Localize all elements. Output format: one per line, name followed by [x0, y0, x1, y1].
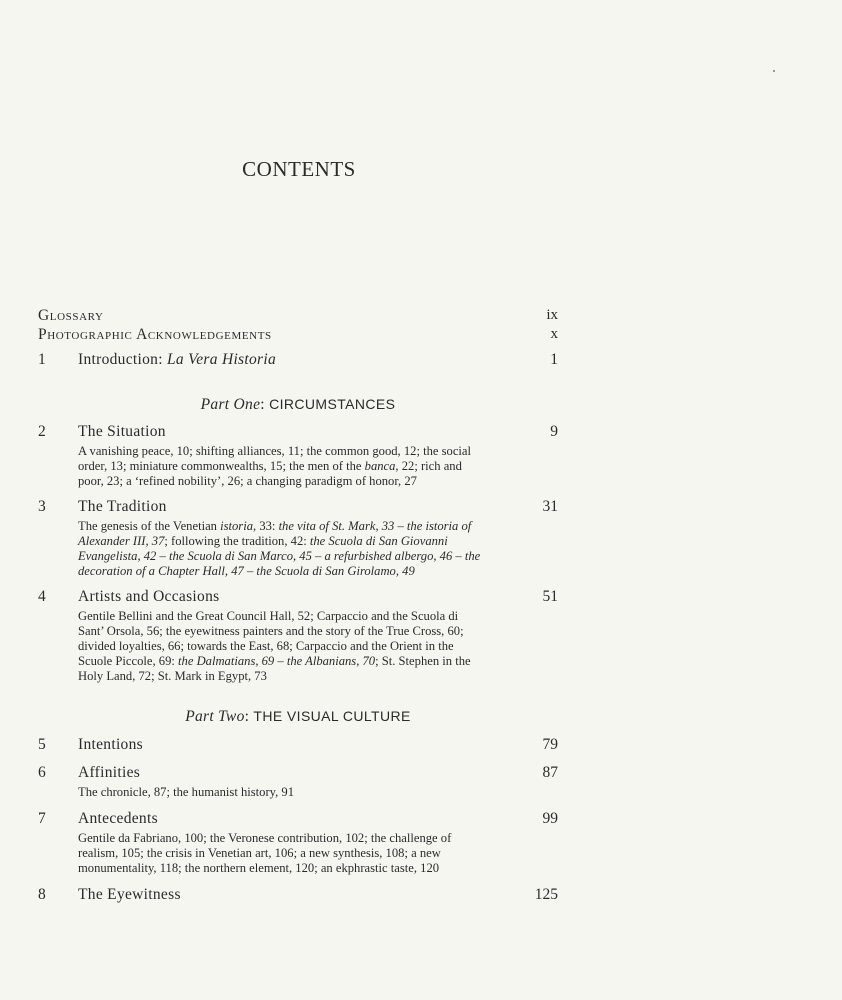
summary-line — [78, 474, 510, 489]
chapter-title-text: Introduction: — [78, 351, 168, 368]
summary-text: divided loyalties, 66; towards the East, 68; Carpaccio and the Orient in the — [78, 639, 454, 653]
summary-line — [78, 519, 510, 534]
summary-line — [78, 549, 510, 564]
summary-text: The chronicle, 87; the humanist history, 91 — [78, 785, 295, 799]
chapter-page: 1 — [550, 351, 558, 368]
chapter-page: 99 — [542, 810, 558, 827]
part-separator: : — [260, 396, 270, 413]
chapter-number: 5 — [38, 736, 46, 753]
chapter-page: 51 — [542, 588, 558, 605]
summary-text: , 22; rich and — [395, 459, 462, 473]
chapter-summary — [78, 785, 510, 800]
chapter-number: 3 — [38, 498, 46, 515]
chapter-title: The Tradition — [78, 498, 167, 515]
part-prefix: Part Two — [185, 708, 245, 725]
summary-italic-text: Alexander III, 37 — [78, 534, 165, 548]
entry-label: Glossary — [38, 307, 104, 324]
summary-line — [78, 609, 510, 624]
chapter-title: The Eyewitness — [78, 886, 181, 903]
chapter-summary — [78, 519, 510, 579]
chapter-page: 9 — [550, 423, 558, 440]
summary-line — [78, 459, 510, 474]
summary-line — [78, 534, 510, 549]
chapter-summary — [78, 444, 510, 489]
summary-text: order, 13; miniature commonwealths, 15; the men of the — [78, 459, 365, 473]
chapter-number: 7 — [38, 810, 46, 827]
toc-entry-acknowledgements — [38, 326, 558, 344]
summary-text: realism, 105; the crisis in Venetian art, 106; a new synthesis, 108; a new — [78, 846, 441, 860]
summary-line — [78, 639, 510, 654]
part-two-heading — [0, 708, 596, 726]
chapter-number: 2 — [38, 423, 46, 440]
summary-text: ; following the tradition, 42: — [164, 534, 310, 548]
summary-italic-text: the Scuola di San Giovanni — [309, 534, 448, 548]
entry-page: x — [550, 326, 558, 342]
summary-italic-text: the Dalmatians, 69 – the Albanians, 70 — [178, 654, 376, 668]
summary-text: ; St. Stephen in the — [375, 654, 471, 668]
chapter-number: 4 — [38, 588, 46, 605]
summary-text: , 33: — [253, 519, 279, 533]
summary-text: poor, 23; a ‘refined nobility’, 26; a changing paradigm of honor, 27 — [78, 474, 417, 488]
chapter-title: Antecedents — [78, 810, 158, 827]
summary-line — [78, 831, 510, 846]
summary-italic-text: banca — [364, 459, 396, 473]
summary-italic-text: the vita of St. Mark, 33 – the istoria of — [278, 519, 472, 533]
summary-italic-text: Evangelista, 42 – the Scuola di San Marco, 45 – a refurbished albergo, 46 – the — [78, 549, 481, 563]
chapter-title-italic: La Vera Historia — [167, 351, 277, 368]
summary-line — [78, 846, 510, 861]
summary-text: Gentile Bellini and the Great Council Hall, 52; Carpaccio and the Scuola di — [78, 609, 459, 623]
toc-entry-glossary — [38, 307, 558, 325]
part-one-heading — [0, 396, 596, 414]
part-name: THE VISUAL CULTURE — [253, 708, 411, 724]
part-separator: : — [244, 708, 254, 725]
speck-mark — [773, 70, 775, 72]
chapter-title: The Situation — [78, 423, 166, 440]
summary-line — [78, 564, 510, 579]
chapter-page: 87 — [542, 764, 558, 781]
summary-line — [78, 785, 510, 800]
chapter-title: Artists and Occasions — [78, 588, 220, 605]
chapter-page: 125 — [534, 886, 558, 903]
entry-label: Photographic Acknowledgements — [38, 326, 272, 343]
summary-text: Holy Land, 72; St. Mark in Egypt, 73 — [78, 669, 267, 683]
summary-line — [78, 861, 510, 876]
chapter-number: 8 — [38, 886, 46, 903]
page-title: CONTENTS — [242, 157, 356, 181]
summary-line — [78, 654, 510, 669]
entry-page: ix — [546, 307, 558, 323]
chapter-number: 6 — [38, 764, 46, 781]
summary-text: Sant’ Orsola, 56; the eyewitness painters and the story of the True Cross, 60; — [78, 624, 464, 638]
summary-text: A vanishing peace, 10; shifting alliances, 11; the common good, 12; the social — [78, 444, 472, 458]
summary-text: Scuole Piccole, 69: — [78, 654, 179, 668]
chapter-title — [78, 351, 276, 369]
summary-italic-text: istoria — [220, 519, 254, 533]
chapter-summary — [78, 831, 510, 876]
chapter-page: 79 — [542, 736, 558, 753]
chapter-number: 1 — [38, 351, 46, 368]
summary-line — [78, 444, 510, 459]
part-prefix: Part One — [200, 396, 261, 413]
summary-text: Gentile da Fabriano, 100; the Veronese contribution, 102; the challenge of — [78, 831, 452, 845]
summary-line — [78, 624, 510, 639]
summary-line — [78, 669, 510, 684]
part-name: CIRCUMSTANCES — [269, 396, 396, 412]
chapter-summary — [78, 609, 510, 684]
chapter-title: Intentions — [78, 736, 143, 753]
chapter-page: 31 — [542, 498, 558, 515]
summary-text: monumentality, 118; the northern element, 120; an ekphrastic taste, 120 — [78, 861, 440, 875]
chapter-title: Affinities — [78, 764, 141, 781]
summary-text: The genesis of the Venetian — [78, 519, 221, 533]
summary-italic-text: decoration of a Chapter Hall, 47 – the Scuola di San Girolamo, 49 — [78, 564, 415, 578]
